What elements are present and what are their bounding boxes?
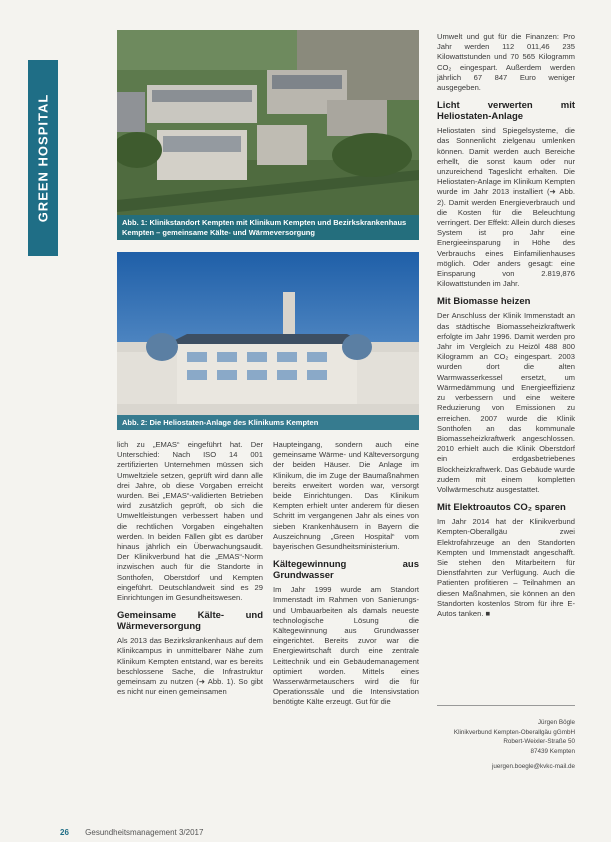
heliostat-photo-image xyxy=(117,252,419,430)
article-column-middle xyxy=(273,440,419,708)
journal-issue: Gesundheitsmanagement 3/2017 xyxy=(85,828,204,837)
page-footer xyxy=(60,828,203,837)
body-paragraph: Der Anschluss der Klinik Immenstadt an das städtische Biomasseheizkraftwerk erfolgte im Jahr 1996. Damit werden pro Jahr im Vergleich zu Heizöl 488 800 Kilogramm an CO₂ eingespart. 2003 wurden dort die alten Warmwasserkessel ersetzt, um Wärmedämmung und Energieeffizienz zu verbessern und eine weitere Reduzierung von Emissionen zu erreichen. 2007 wurde die Klinik Sonthofen an das kommunale Biomasseheizkraftwerk angeschlossen. 2010 erhielt auch die Klinik Oberstdorf ein erdgasbetriebenes Blockheizkraftwerk. Das Gebäude wurde zudem mit einem kompletten Vollwärmeschutz ausgestattet. xyxy=(437,311,575,494)
author-name: Jürgen Bögle xyxy=(537,719,575,726)
author-email[interactable]: juergen.boegle@kvkc-mail.de xyxy=(491,763,575,770)
author-block xyxy=(437,718,575,772)
figure-1-caption: Abb. 1: Klinikstandort Kempten mit Klinikum Kempten und Bezirkskrankenhaus Kempten – gemeinsame Kälte- und Wärmeversorgung xyxy=(117,215,419,240)
section-label: GREEN HOSPITAL xyxy=(35,93,51,223)
section-heading: Gemeinsame Kälte- und Wärmeversorgung xyxy=(117,610,263,633)
body-paragraph: Haupteingang, sondern auch eine gemeinsame Wärme- und Kälteversorgung der beiden Häuser. Die Anlage im Klinikum, die im Zuge der Baumaßnahmen bereits erweitert worden war, versorgt beide Einrichtungen. Das Klinikum Kempten erhielt unter anderem für diesen Schritt im vergangenen Jahr als eines von sieben Krankenhäusern in Bayern die Auszeichnung „Green Hospital“ vom bayerischen Gesundheitsministerium. xyxy=(273,440,419,552)
author-city: 87439 Kempten xyxy=(530,747,575,755)
section-heading: Licht verwerten mit Heliostaten-Anlage xyxy=(437,100,575,123)
body-paragraph: Als 2013 das Bezirkskrankenhaus auf dem Klinikcampus in unmittelbarer Nähe zum Klinikum Kempten entstand, war es bereits beschlossene Sache, die Infrastruktur gemeinsam zu nutzen (➜ Abb. 1). So gibt es nicht nur einen gemeinsamen xyxy=(117,636,263,697)
body-paragraph: lich zu „EMAS“ eingeführt hat. Der Unterschied: Nach ISO 14 001 zertifizierten Unternehmen müssen sich Umweltziele setzen, geprüft wird dann alle drei Jahre, ob diese Vorgaben erreicht wurden. Bei „EMAS“-validierten Betrieben wird zusätzlich geprüft, ob sich die Umweltleistungen verbessert haben und die rechtlichen Vorgaben eingehalten werden. In beiden Fällen gibt es darüber hinaus jährlich ein Überwachungsaudit. Der Klinikverbund hat die „EMAS“-Norm inzwischen auch für die Standorte in Sonthofen, Oberstdorf und Kempten eingeführt. Deutschlandweit sind es 29 Einrichtungen im Gesundheitswesen. xyxy=(117,440,263,603)
section-heading: Mit Elektroautos CO₂ sparen xyxy=(437,502,566,514)
body-paragraph: Umwelt und gut für die Finanzen: Pro Jahr werden 112 011,46 235 Kilowattstunden und 70 565 Kilogramm CO₂ eingespart. Außerdem werden jährlich 67 847 Euro weniger ausgegeben. xyxy=(437,32,575,93)
body-paragraph: Im Jahr 2014 hat der Klinikverbund Kempten-Oberallgäu zwei Elektrofahrzeuge an den Standorten Kempten und Immenstadt angeschafft. Sie stehen den Mitarbeitern für Dienstfahrten zur Verfügung. Auch die Patienten profitieren – Teilnahmen an diesen Maßnahmen, sie können an den Standorten kostenlos Strom für ihre E-Autos tanken. ■ xyxy=(437,517,575,618)
figure-2-heliostat-photo xyxy=(117,252,419,430)
aerial-photo-image xyxy=(117,30,419,240)
figure-1-hospital-aerial-photo xyxy=(117,30,419,240)
author-street: Robert-Weixler-Straße 50 xyxy=(503,738,575,745)
body-paragraph: Im Jahr 1999 wurde am Standort Immenstadt im Rahmen von Sanierungs- und Umbauarbeiten als damals neueste technologische Lösung die Kältegewinnung aus Grundwasser eingerichtet. Bereits zuvor war die Energiewirtschaft durch eine zentrale Leittechnik und ein Gebäudemanagement optimiert worden. Mittels eines Wasserwärmetauschers wird die für Operationssäle und die Intensivstation benötigte Kälte erzeugt. Gut für die xyxy=(273,585,419,707)
body-paragraph: Heliostaten sind Spiegelsysteme, die das Sonnenlicht zielgenau umlenken können. Damit werden auch Bereiche erhellt, die sonst kaum oder nur unzureichend Tageslicht erhalten. Die Heliostaten-Anlage im Klinikum Kempten wurde im Jahr 2013 installiert (➜ Abb. 2). Damit werden Energieverbrauch und die Kosten für die Beleuchtung verringert. Der Effekt: Allein durch dieses System ist pro Jahr eine Energieeinsparung in Höhe des Verbrauchs eines Einfamilienhauses möglich. Oder anders gesagt: eine Einsparung von 2.819,876 Kilowattstunden im Jahr. xyxy=(437,126,575,289)
article-column-left xyxy=(117,440,263,697)
page-number: 26 xyxy=(60,828,69,837)
figure-2-caption: Abb. 2: Die Heliostaten-Anlage des Klinikums Kempten xyxy=(117,415,419,430)
section-heading: Mit Biomasse heizen xyxy=(437,296,531,308)
section-tab xyxy=(28,60,58,256)
author-divider xyxy=(437,705,575,706)
section-heading: Kältegewinnung aus Grundwasser xyxy=(273,559,419,582)
author-organization: Klinikverbund Kempten-Oberallgäu gGmbH xyxy=(453,728,575,736)
article-column-right xyxy=(437,32,575,619)
